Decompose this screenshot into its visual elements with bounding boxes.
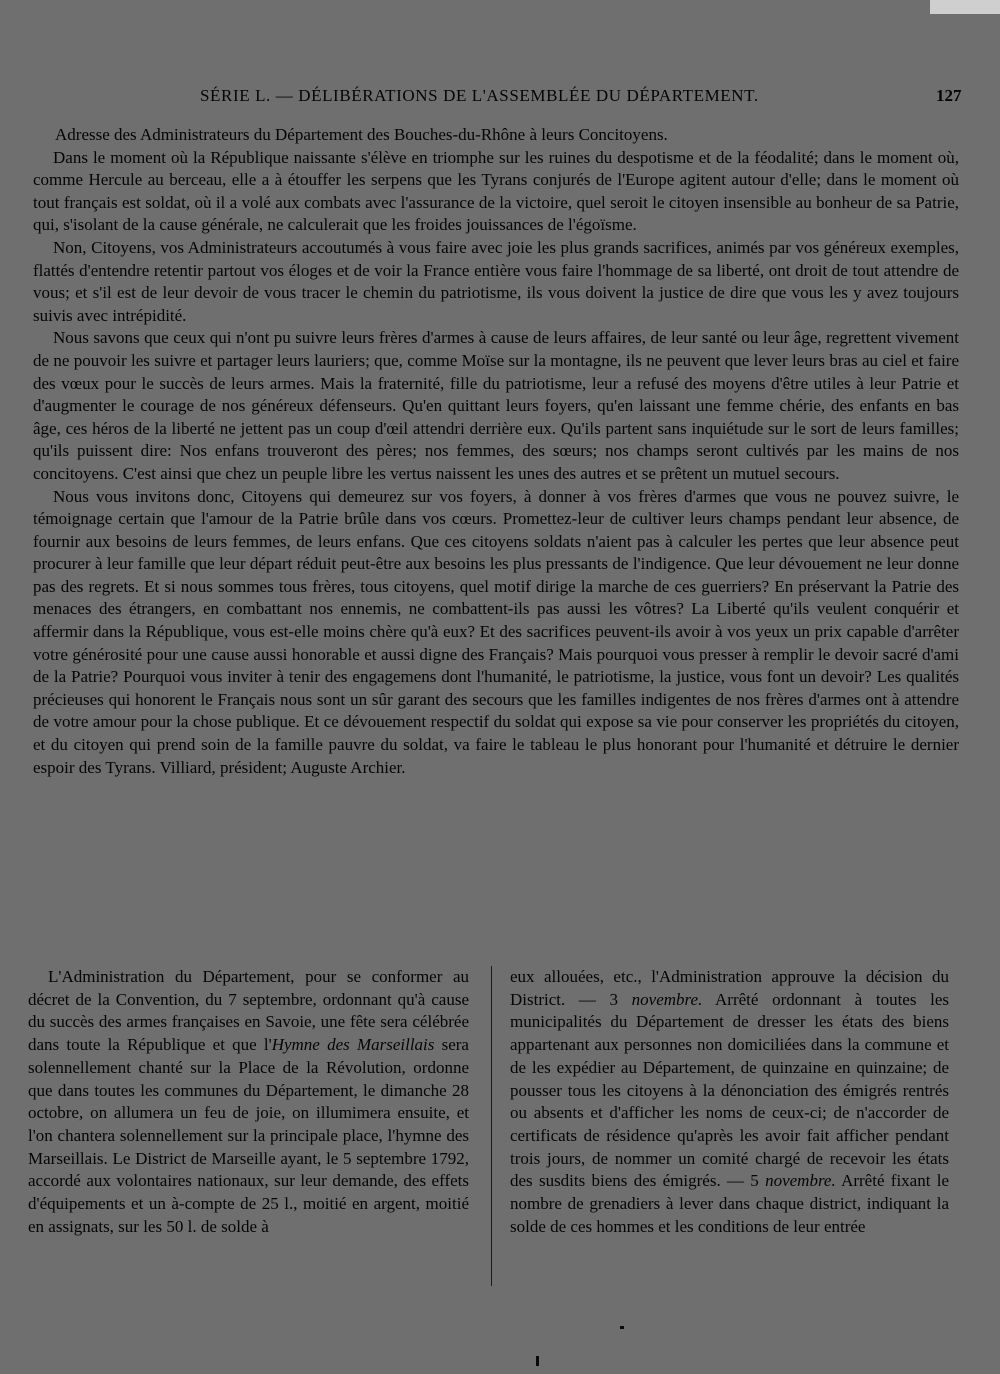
page-number: 127 xyxy=(936,86,962,105)
page-header xyxy=(0,86,1000,112)
address-paragraph: Dans le moment où la République naissante s'élève en triomphe sur les ruines du despotisme et de la féodalité; dans le moment où, comme Hercule au berceau, elle a à étouffer les serpens que les Tyrans conjurés de l'Europe agitent autour d'elle; dans le moment où tout français est soldat, où il a volé aux combats avec l'assurance de la victoire, quel seroit le citoyen insensible au bonheur de sa Patrie, qui, s'isolant de la cause générale, ne calculerait que les froides jouissances de l'égoïsme. xyxy=(33,147,959,235)
left-text-before-title: L'Administration du Département, pour se conformer au décret de la Convention, du 7 septembre, ordonnant qu'à cause du succès des armes françaises en Savoie, une fête sera célébrée dans toute la République et que l' xyxy=(28,967,469,1055)
left-column xyxy=(28,966,469,1238)
date-november-5: novembre. xyxy=(765,1171,836,1191)
running-head: SÉRIE L. — DÉLIBÉRATIONS DE L'ASSEMBLÉE DU DÉPARTEMENT. xyxy=(200,86,759,105)
right-column xyxy=(510,966,949,1238)
right-column-paragraph xyxy=(510,966,949,1238)
address-text xyxy=(33,124,959,779)
address-paragraph: Non, Citoyens, vos Administrateurs accoutumés à vous faire avec joie les plus grands sacrifices, animés par vos généreux exemples, flattés d'entendre retentir partout vos éloges et de voir la France entière vous faire l'hommage de sa liberté, ont droit de tout attendre de vous; et s'il est de leur devoir de vous tracer le chemin du patriotisme, ils vous doivent la justice de dire que vous les y avez toujours suivis avec intrépidité. xyxy=(33,237,959,325)
column-divider xyxy=(491,966,492,1286)
left-column-paragraph xyxy=(28,966,469,1238)
song-title: Hymne des Marseillais xyxy=(271,1035,435,1055)
address-title: Adresse des Administrateurs du Département des Bouches-du-Rhône à leurs Concitoyens. xyxy=(55,125,668,144)
scan-edge xyxy=(930,0,1000,14)
address-paragraph: Nous vous invitons donc, Citoyens qui demeurez sur vos foyers, à donner à vos frères d'armes que vous ne pouvez suivre, le témoignage certain que l'amour de la Patrie brûle dans vos cœurs. Promettez-leur de cultiver leurs champs pendant leur absence, de fournir aux besoins de leurs femmes, de leurs enfans. Que ces citoyens soldats n'aient pas à calculer les pertes que leur absence peut procurer à leur famille que leur départ réduit peut-être aux besoins les plus pressants de l'indigence. Que leur dévouement ne leur donne pas des regrets. Et si nous sommes tous frères, tous citoyens, quel motif dirige la marche de ces guerriers? En préservant la Patrie des menaces des étrangers, en combattant nos ennemis, ne combattent-ils pas aussi les vôtres? La Liberté qu'ils veulent conquérir et affermir dans la République, vous est-elle moins chère qu'à eux? Et des sacrifices peuvent-ils avoir à vos yeux un prix capable d'arrêter votre générosité pour une cause aussi honorable et aussi digne des Français? Mais pourquoi vous presser à remplir le devoir sacré d'ami de la Patrie? Pourquoi vous inviter à tenir des engagemens dont l'humanité, le patriotisme, la justice, vous font un devoir? Les qualités précieuses qui honorent le Français nous sont un sûr garant des secours que les familles indigentes de nos frères d'armes ont à attendre de votre amour pour la chose publique. Et ce dévouement respectif du soldat qui expose sa vie pour conserver les propriétés du citoyen, et du citoyen qui prend soin de la famille pauvre du soldat, va faire le tableau le plus honorant pour l'humanité et détruire le dernier espoir des Tyrans. Villiard, président; Auguste Archier. xyxy=(33,486,959,777)
right-text-3: Arrêté fixant le nombre de grenadiers à lever dans chaque district, indiquant la solde de ces hommes et les conditions de leur entrée xyxy=(510,1171,949,1236)
date-november-3: novembre. xyxy=(631,989,703,1009)
left-text-after-title: sera solennellement chanté sur la Place de la Révolution, ordonne que dans toutes les communes du Département, le dimanche 28 octobre, on allumera un feu de joie, on illumimera ensuite, et l'on chantera solennellement sur la principale place, l'hymne des Marseillais. Le District de Marseille ayant, le 5 septembre 1792, accordé aux volontaires nationaux, sur leur demande, des effets d'équipements et un à-compte de 25 l., moitié en argent, moitié en assignats, sur les 50 l. de solde à xyxy=(28,1035,469,1236)
address-paragraph: Nous savons que ceux qui n'ont pu suivre leurs frères d'armes à cause de leurs affaires, de leur santé ou leur âge, regrettent vivement de ne pouvoir les suivre et partager leurs lauriers; que, comme Moïse sur la montagne, ils ne peuvent que lever leurs bras au ciel et faire des vœux pour le succès de leurs armes. Mais la fraternité, fille du patriotisme, leur a refusé des moyens d'être utiles à leur Patrie et d'augmenter le courage de nos généreux défenseurs. Qu'en quittant leurs foyers, qu'en laissant une femme chérie, des enfants en bas âge, ces héros de la liberté ne jettent pas un coup d'œil attendri derrière eux. Qu'ils partent sans inquiétude sur le sort de leurs familles; qu'ils puissent dire: Nos enfans trouveront des pères; nos femmes, des sœurs; nos champs seront cultivés par les mains de nos concitoyens. C'est ainsi que chez un peuple libre les vertus naissent les unes des autres et se prêtent un mutuel secours. xyxy=(33,328,959,483)
right-text-2: Arrêté ordonnant à toutes les municipalités du Département de dresser les états des biens appartenant aux personnes non domiciliées dans la commune et de les expédier au Département, de quinzaine en quinzaine; de pousser tous les citoyens à la dénonciation des émigrés rentrés ou absents et d'afficher les noms de ceux-ci; de n'accorder de certificats de résidence qu'après les avoir fait afficher pendant trois jours, de nommer un comité chargé de recevoir les états des susdits biens des émigrés. — 5 xyxy=(510,989,949,1191)
scan-speck xyxy=(620,1326,624,1329)
scan-speck xyxy=(536,1356,539,1366)
right-text-1: eux allouées, etc., l'Administration approuve la décision du District. — 3 xyxy=(510,967,949,1009)
